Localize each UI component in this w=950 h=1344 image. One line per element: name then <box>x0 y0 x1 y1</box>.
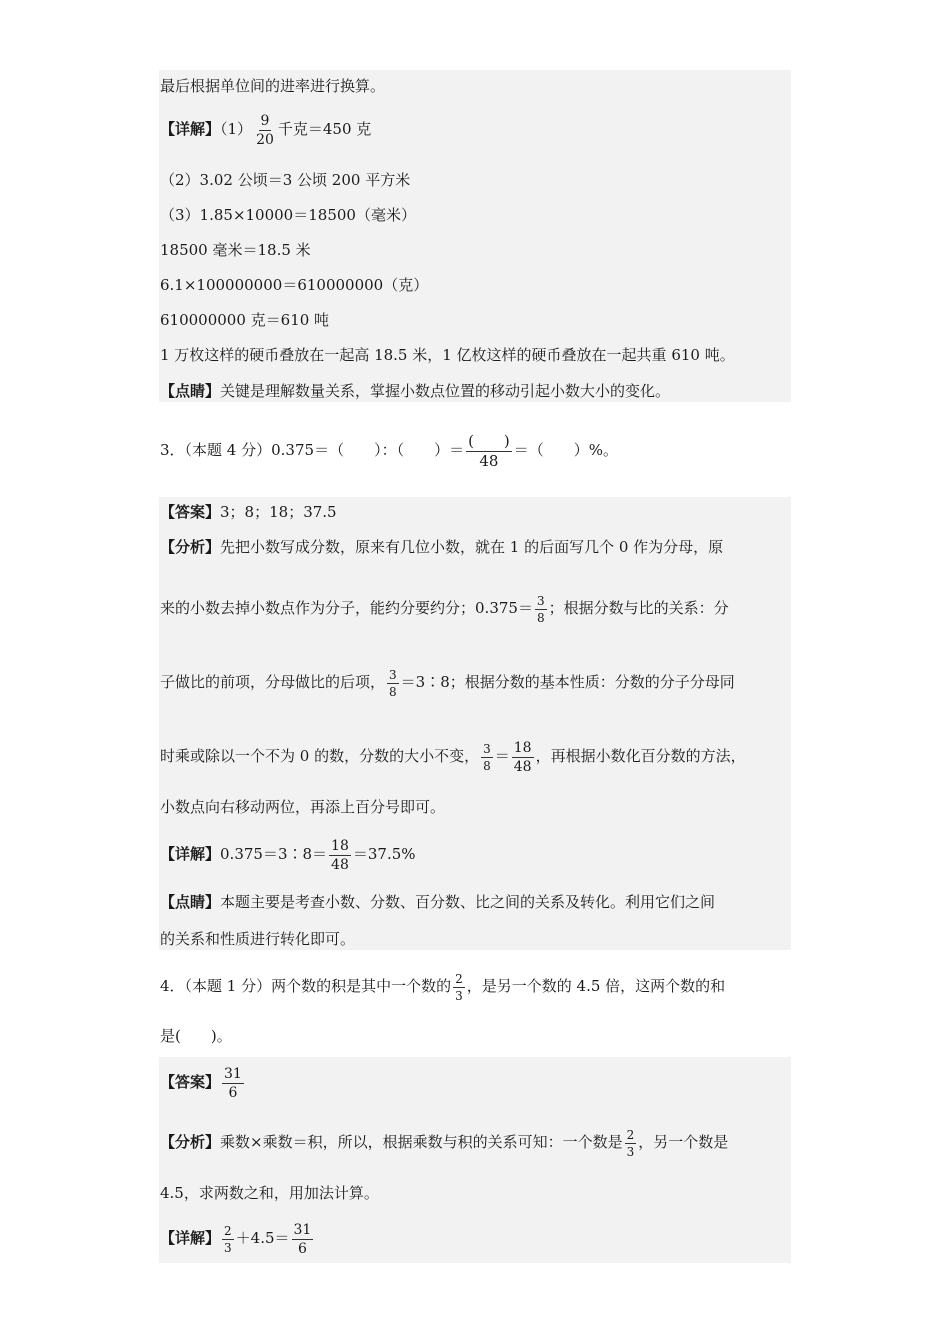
fraction <box>466 431 512 470</box>
q3-analysis-text-2b: ；根据分数与比的关系：分 <box>548 599 729 617</box>
fraction <box>222 1225 234 1254</box>
q4-analysis-line-1 <box>160 1120 728 1164</box>
q2-detail-suffix: 千克＝450 克 <box>277 120 372 138</box>
numerator: 3 <box>483 741 491 756</box>
q3-analysis-line-5: 小数点向右移动两位，再添上百分号即可。 <box>160 798 446 816</box>
q2-detail-line-1 <box>160 112 371 147</box>
numerator: 9 <box>260 112 270 129</box>
denominator: 48 <box>479 451 499 470</box>
q4-analysis-text-1a: 乘数×乘数＝积，所以，根据乘数与积的关系可知：一个数是 <box>220 1133 623 1151</box>
denominator: 8 <box>536 610 545 625</box>
q2-point-text: 关键是理解数量关系，掌握小数点位置的移动引起小数大小的变化。 <box>220 382 671 400</box>
fraction <box>329 839 351 872</box>
numerator: 2 <box>626 1127 635 1142</box>
answer-tag: 【答案】 <box>160 503 221 521</box>
numerator: 3 <box>536 593 545 608</box>
q3-analysis-text-4a: 时乘或除以一个不为 0 的数，分数的大小不变， <box>160 747 480 765</box>
q4-stem-text-a: 4．（本题 1 分）两个数的积是其中一个数的 <box>160 977 452 995</box>
q4-stem-line-1 <box>160 964 725 1008</box>
fraction <box>535 595 547 624</box>
point-tag: 【点睛】 <box>160 893 221 911</box>
q2-detail-line-5: 6.1×100000000＝610000000（克） <box>160 276 429 294</box>
q3-analysis-text-2a: 来的小数去掉小数点作为分子，能约分要约分；0.375＝ <box>160 599 533 617</box>
answer-block-q3 <box>159 497 791 950</box>
denominator: 8 <box>389 684 397 699</box>
numerator-blank: ( ) <box>468 431 510 450</box>
q3-point-line-1 <box>160 892 715 912</box>
denominator: 20 <box>256 131 274 148</box>
fraction <box>387 669 399 698</box>
denominator: 3 <box>455 988 463 1003</box>
q3-analysis-text-4b: ，再根据小数化百分数的方法， <box>535 747 746 765</box>
numerator: 31 <box>293 1221 312 1238</box>
equals-sign: ＝ <box>494 747 510 765</box>
q2-detail-prefix: （1） <box>220 120 253 138</box>
q2-detail-line-6: 610000000 克＝610 吨 <box>160 311 330 329</box>
denominator: 48 <box>331 856 349 873</box>
denominator: 48 <box>513 758 532 775</box>
q3-point-text-1: 本题主要是考查小数、分数、百分数、比之间的关系及转化。利用它们之间 <box>220 893 716 911</box>
q3-point-line-2: 的关系和性质进行转化即可。 <box>160 930 356 948</box>
denominator: 3 <box>224 1240 232 1255</box>
denominator: 6 <box>297 1240 307 1257</box>
denominator: 8 <box>483 758 491 773</box>
q3-stem <box>160 415 618 485</box>
q3-analysis-text-1: 先把小数写成分数，原来有几位小数，就在 1 的后面写几个 0 作为分母，原 <box>220 538 724 556</box>
numerator: 18 <box>331 837 349 854</box>
q3-analysis-text-3b: ＝3∶8；根据分数的基本性质：分数的分子分母同 <box>400 673 735 691</box>
q2-detail-line-4: 18500 毫米＝18.5 米 <box>160 241 311 259</box>
fraction <box>292 1223 314 1256</box>
q3-analysis-line-2 <box>160 586 729 630</box>
fraction <box>481 743 493 772</box>
q2-point-line <box>160 381 670 401</box>
q3-detail-text-b: ＝37.5% <box>352 845 416 863</box>
fraction <box>222 1067 244 1100</box>
numerator: 18 <box>513 739 532 756</box>
numerator: 2 <box>455 971 463 986</box>
q3-answer-line <box>160 502 337 522</box>
q2-detail-line-2: （2）3.02 公顷＝3 公顷 200 平方米 <box>160 171 411 189</box>
q4-analysis-line-2: 4.5，求两数之和，用加法计算。 <box>160 1184 379 1202</box>
denominator: 3 <box>626 1144 635 1159</box>
q3-detail-text-a: 0.375＝3∶8＝ <box>220 845 328 863</box>
q2-detail-line-7: 1 万枚这样的硬币叠放在一起高 18.5 米，1 亿枚这样的硬币叠放在一起共重 610 吨。 <box>160 346 735 364</box>
q4-stem-line-2: 是( )。 <box>160 1027 232 1045</box>
analysis-tag: 【分析】 <box>160 1133 221 1151</box>
detail-tag: 【详解】 <box>160 845 221 863</box>
detail-tag: 【详解】 <box>160 1229 221 1247</box>
q3-analysis-line-1 <box>160 537 723 557</box>
q4-analysis-text-1b: ，另一个数是 <box>638 1133 729 1151</box>
q3-analysis-text-3a: 子做比的前项，分母做比的后项， <box>160 673 386 691</box>
fraction <box>625 1129 637 1158</box>
q2-detail-line-3: （3）1.85×10000＝18500（毫米） <box>160 206 416 224</box>
q4-detail-text: ＋4.5＝ <box>235 1229 290 1247</box>
q3-stem-a: 3．（本题 4 分）0.375＝（ ）：（ ）＝ <box>160 441 465 459</box>
numerator: 3 <box>389 667 397 682</box>
q4-detail-line <box>160 1216 315 1260</box>
q3-analysis-line-3 <box>160 660 735 704</box>
answer-tag: 【答案】 <box>160 1073 221 1091</box>
analysis-tag: 【分析】 <box>160 538 221 556</box>
fraction <box>512 741 534 774</box>
q2-analysis-tail: 最后根据单位间的进率进行换算。 <box>160 77 386 95</box>
detail-tag: 【详解】 <box>160 120 221 138</box>
q4-answer-line <box>160 1060 246 1104</box>
fraction <box>453 973 465 1002</box>
q3-detail-line <box>160 832 416 876</box>
q3-answer: 3；8；18；37.5 <box>220 503 337 521</box>
point-tag: 【点睛】 <box>160 382 221 400</box>
numerator: 31 <box>224 1065 242 1082</box>
fraction <box>254 114 276 147</box>
q4-stem-text-b: ，是另一个数的 4.5 倍，这两个数的和 <box>466 977 726 995</box>
numerator: 2 <box>224 1223 232 1238</box>
denominator: 6 <box>228 1084 238 1101</box>
q3-stem-b: ＝（ ）%。 <box>513 441 619 459</box>
q3-analysis-line-4 <box>160 734 746 778</box>
